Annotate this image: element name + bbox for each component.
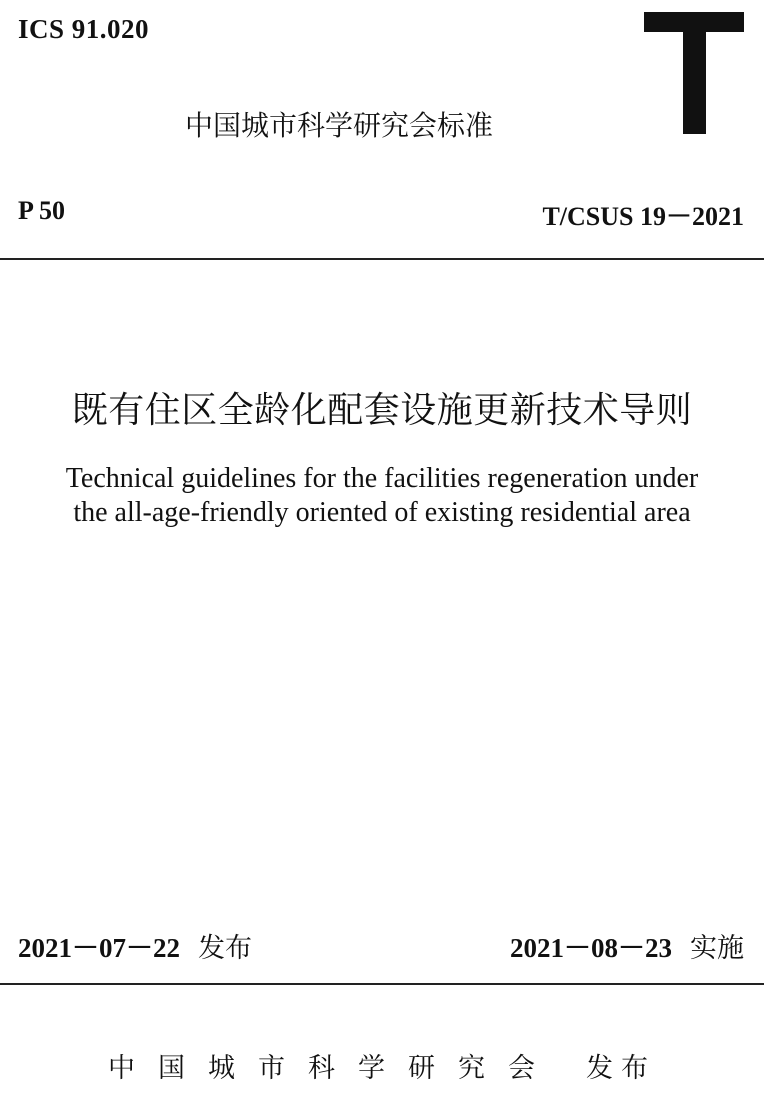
issue-label: 发布 xyxy=(198,933,252,964)
header-divider xyxy=(0,258,764,260)
classification-code: P 50 xyxy=(18,196,65,225)
issue-date-block xyxy=(18,926,252,965)
title-english-line-1: Technical guidelines for the facilities regeneration under xyxy=(65,463,699,494)
implement-date-block xyxy=(510,926,744,965)
issue-date: 2021－07－22 xyxy=(18,933,180,963)
title-english xyxy=(0,462,764,530)
implement-date: 2021－08－23 xyxy=(510,933,672,963)
implement-label: 实施 xyxy=(690,933,744,964)
org-standard-header xyxy=(0,104,764,144)
org-standard-label: 中国城市科学研究会标准 xyxy=(184,109,493,142)
title-english-line-2: the all-age-friendly oriented of existing residential area xyxy=(73,497,691,528)
publish-label: 发布 xyxy=(586,1053,656,1084)
publisher-name: 中国城市科学研究会 xyxy=(108,1053,558,1084)
title-chinese: 既有住区全龄化配套设施更新技术导则 xyxy=(71,390,693,431)
standard-number: T/CSUS 19－2021 xyxy=(542,202,744,231)
footer-divider xyxy=(0,983,764,985)
publisher-line xyxy=(0,1046,764,1085)
ics-code: ICS 91.020 xyxy=(18,14,150,44)
